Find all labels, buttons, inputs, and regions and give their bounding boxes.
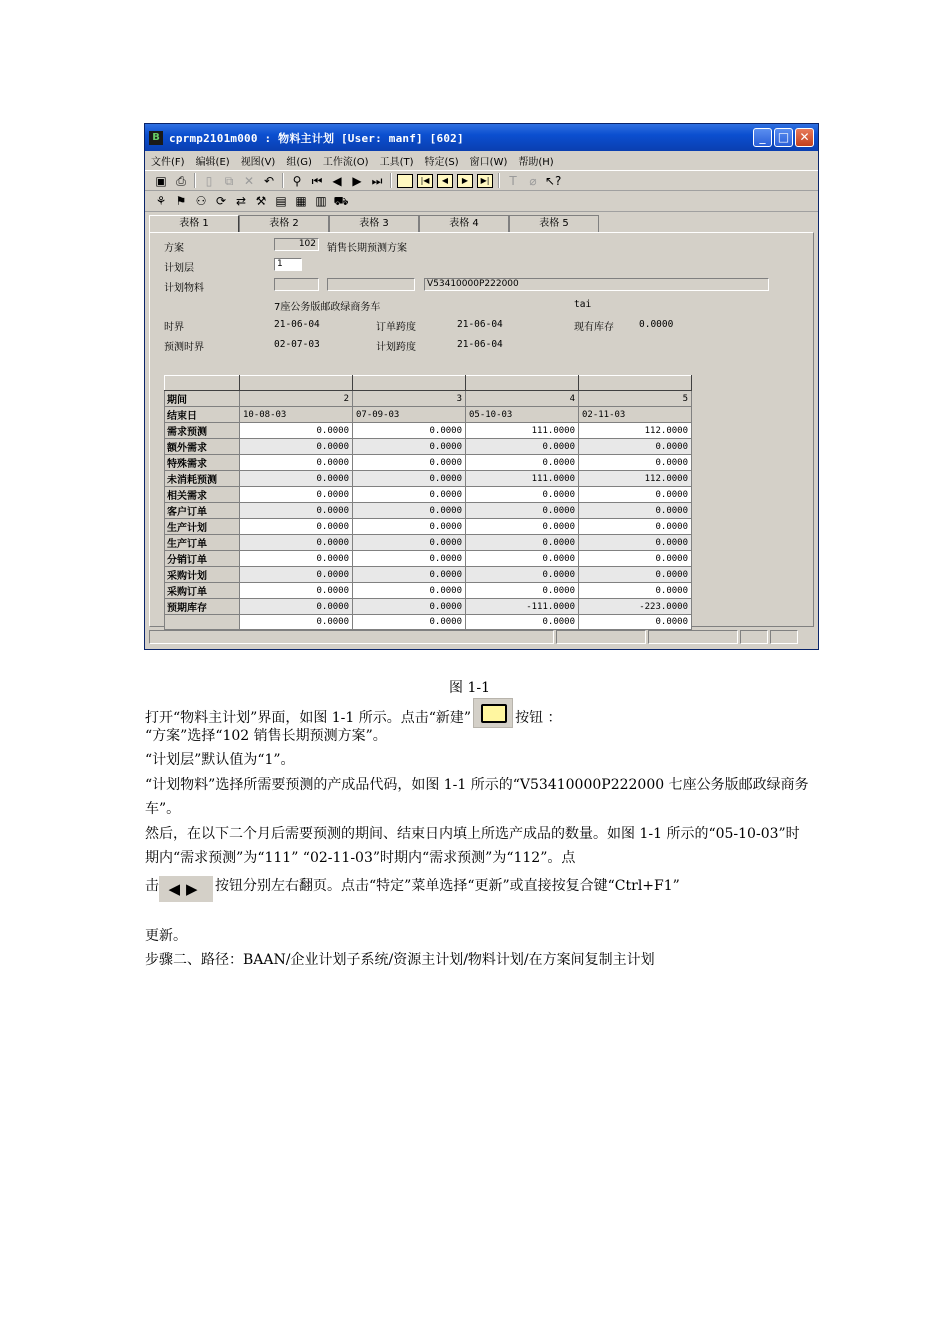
grid-value-cell[interactable]: 0.0000 [240,567,353,583]
grid-row-label: 相关需求 [165,487,240,503]
toolbar-separator [194,173,196,188]
grid-data-row [165,551,692,567]
grid-value-cell[interactable]: 0.0000 [579,487,692,503]
period-cell: 4 [466,391,579,407]
page-nav-arrows-icon: ◀▶ [159,876,213,902]
print-icon[interactable]: ⎙ [176,173,186,188]
calendar-icon[interactable]: ▦ [295,194,307,208]
undo-icon[interactable]: ↶ [263,173,275,188]
tree-icon[interactable]: ⚑ [175,194,187,208]
link-icon[interactable]: ⇄ [235,194,247,208]
grid-value-cell[interactable]: 111.0000 [466,423,579,439]
horizon-label: 时界 [164,322,184,333]
structure-icon[interactable]: ⚘ [155,194,167,208]
grid-column-header[interactable] [353,376,466,391]
grid-value-cell[interactable]: 0.0000 [466,615,579,630]
end-date-label: 结束日 [165,407,240,423]
grid-data-row [165,487,692,503]
grid-value-cell[interactable]: 0.0000 [353,423,466,439]
grid-data-row [165,567,692,583]
tab-strip [149,215,599,233]
plan-level-label: 计划层 [164,263,194,274]
next-record-icon[interactable]: ▶ [352,173,362,188]
grid-value-cell[interactable]: 0.0000 [353,487,466,503]
period-row [165,391,692,407]
grid-value-cell[interactable]: 0.0000 [353,599,466,615]
plan-item-label: 计划物料 [164,283,204,294]
status-bar [149,629,814,645]
refresh-icon[interactable]: ⟳ [215,194,227,208]
new-record-icon[interactable] [397,174,413,188]
grid-row-label: 需求预测 [165,423,240,439]
grid-value-cell[interactable]: 0.0000 [579,503,692,519]
new-doc-icon[interactable]: ▯ [205,173,213,188]
toolbar-separator [282,173,284,188]
grid-value-cell[interactable]: 0.0000 [240,535,353,551]
grid-row-label [165,615,240,630]
grid-value-cell[interactable]: 0.0000 [353,471,466,487]
grid-value-cell[interactable]: 0.0000 [353,615,466,630]
close-icon[interactable]: ✕ [795,128,814,147]
paragraph-3: “计划层”默认值为“1”。 [145,752,295,768]
plan-grid [164,375,692,630]
title-bar[interactable] [145,124,818,151]
grid-row-label: 生产计划 [165,519,240,535]
paragraph-6-text: 击 [145,878,159,894]
menu-bar [145,151,818,170]
plan-item-code-field[interactable]: V53410000P222000 [424,278,769,291]
paragraph-5: 然后，在以下二个月后需要预测的期间、结束日内填上所选产成品的数量。如图 1-1 所示的“05-10-03”时期内“需求预测”为“111” “02-11-03”时期内“需求预测”为“112”。点 [145,826,800,866]
grid-value-cell[interactable]: 0.0000 [579,455,692,471]
grid-value-cell[interactable]: 0.0000 [466,551,579,567]
grid-value-cell[interactable]: 0.0000 [579,615,692,630]
grid-value-cell[interactable]: 0.0000 [579,567,692,583]
last-record-icon[interactable]: ⏭ [371,173,383,188]
next-page-icon[interactable]: ▶ [457,174,473,188]
paragraph-6-tail: 按钮分别左右翻页。点击“特定”菜单选择“更新”或直接按复合键“Ctrl+F1” [215,878,680,894]
period-cell: 3 [353,391,466,407]
grid-value-cell[interactable]: 112.0000 [579,471,692,487]
plan-span-value: 21-06-04 [457,339,503,350]
status-cell [556,630,646,644]
grid-value-cell[interactable]: 0.0000 [579,551,692,567]
text-icon[interactable]: T [509,173,517,188]
grid-value-cell[interactable]: 0.0000 [240,615,353,630]
grid-value-cell[interactable]: 0.0000 [466,583,579,599]
grid-value-cell[interactable]: 0.0000 [240,439,353,455]
grid-row-label: 分销订单 [165,551,240,567]
grid-row-label: 特殊需求 [165,455,240,471]
status-cell [149,630,554,644]
status-cell [740,630,768,644]
grid-row-label: 客户订单 [165,503,240,519]
baan-logo-icon: B [149,131,163,145]
paragraph-6 [145,874,810,902]
grid-value-cell[interactable]: 0.0000 [240,423,353,439]
previous-page-icon[interactable]: ◀ [437,174,453,188]
previous-record-icon[interactable]: ◀ [332,173,342,188]
grid-value-cell[interactable]: 0.0000 [466,519,579,535]
menu-item[interactable]: 特定(S) [424,157,459,168]
grid-data-row [165,503,692,519]
status-cell [648,630,738,644]
grid-value-cell[interactable]: 0.0000 [466,567,579,583]
tab-form-1[interactable]: 表格 1 [149,215,239,233]
grid-value-cell[interactable]: 0.0000 [240,487,353,503]
paragraph-8: 步骤二、路径：BAAN/企业计划子系统/资源主计划/物料计划/在方案间复制主计划 [145,952,655,968]
menu-item[interactable]: 工作流(O) [322,157,369,168]
grid-value-cell[interactable]: 0.0000 [240,471,353,487]
monitor-icon[interactable]: ▤ [275,194,287,208]
grid-value-cell[interactable]: 0.0000 [353,503,466,519]
delete-icon[interactable]: ✕ [243,173,255,188]
grid-data-row [165,599,692,615]
cart-icon[interactable]: ⛟ [333,194,349,208]
scheme-field[interactable]: 102 [274,238,319,251]
grid-value-cell[interactable]: 0.0000 [240,583,353,599]
grid-corner [165,376,240,391]
paragraph-4: “计划物料”选择所需要预测的产成品代码，如图 1-1 所示的“V53410000P222000 七座公务版邮政绿商务车”。 [145,777,809,817]
scheme-label: 方案 [164,243,184,254]
grid-data-row [165,455,692,471]
plan-item-project-field[interactable] [274,278,319,291]
grid-data-row [165,535,692,551]
plan-level-field[interactable]: 1 [274,258,302,271]
grid-value-cell[interactable]: 0.0000 [466,535,579,551]
grid-value-cell[interactable]: 0.0000 [353,551,466,567]
chart-icon[interactable]: ▥ [315,194,327,208]
grid-data-row [165,471,692,487]
scheme-description: 销售长期预测方案 [327,243,407,254]
last-page-icon[interactable]: ▶| [477,174,493,188]
figure-caption: 图 1-1 [449,680,490,696]
grid-value-cell[interactable]: 0.0000 [240,519,353,535]
grid-value-cell[interactable]: 0.0000 [240,551,353,567]
grid-value-cell[interactable]: 0.0000 [466,487,579,503]
grid-value-cell[interactable]: -223.0000 [579,599,692,615]
paragraph-1-text: 打开“物料主计划”界面，如图 1-1 所示。点击“新建” [145,710,472,726]
order-span-value: 21-06-04 [457,319,503,330]
grid-row-label: 生产订单 [165,535,240,551]
forecast-horizon-label: 预测时界 [164,342,204,353]
menu-item[interactable]: 文件(F) [151,157,185,168]
paragraph-7: 更新。 [145,928,187,944]
item-description: 7座公务版邮政绿商务车 [274,302,381,313]
grid-value-cell[interactable]: 111.0000 [466,471,579,487]
end-date-cell: 10-08-03 [240,407,353,423]
tools-icon[interactable]: ⚒ [255,194,267,208]
minimize-icon[interactable]: _ [753,128,772,147]
save-icon[interactable]: ▣ [155,173,167,188]
menu-item[interactable]: 工具(T) [379,157,414,168]
on-hand-stock-label: 现有库存 [574,322,614,333]
attachment-icon[interactable]: ⌀ [529,173,537,188]
grid-value-cell[interactable]: 0.0000 [240,455,353,471]
grid-value-cell[interactable]: 0.0000 [579,519,692,535]
grid-data-row [165,519,692,535]
grid-data-row [165,423,692,439]
toolbar-2 [145,191,818,212]
grid-column-header[interactable] [466,376,579,391]
grid-value-cell[interactable]: 0.0000 [353,455,466,471]
period-label: 期间 [165,391,240,407]
maximize-icon[interactable]: □ [774,128,793,147]
grid-value-cell[interactable]: 0.0000 [353,567,466,583]
grid-value-cell[interactable]: 0.0000 [353,583,466,599]
tab-form-4[interactable]: 表格 4 [419,215,509,232]
end-date-cell: 05-10-03 [466,407,579,423]
menu-item[interactable]: 组(G) [286,157,312,168]
grid-value-cell[interactable]: 0.0000 [466,439,579,455]
grid-header-row [165,376,692,391]
grid-value-cell[interactable]: 0.0000 [240,503,353,519]
paragraph-1-tail: 按钮 ： [515,710,562,726]
grid-value-cell[interactable]: -111.0000 [466,599,579,615]
end-date-cell: 02-11-03 [579,407,692,423]
menu-item[interactable]: 编辑(E) [195,157,230,168]
grid-value-cell[interactable]: 0.0000 [353,535,466,551]
toolbar-separator [498,173,500,188]
grid-row-label: 采购订单 [165,583,240,599]
grid-value-cell[interactable]: 0.0000 [353,519,466,535]
grid-value-cell[interactable]: 0.0000 [579,439,692,455]
menu-item[interactable]: 帮助(H) [518,157,554,168]
plan-span-label: 计划跨度 [376,342,416,353]
tab-form-2[interactable]: 表格 2 [239,215,329,232]
tab-form-3[interactable]: 表格 3 [329,215,419,232]
order-span-label: 订单跨度 [376,322,416,333]
grid-row-label: 预期库存 [165,599,240,615]
grid-value-cell[interactable]: 112.0000 [579,423,692,439]
help-pointer-icon[interactable]: ↖? [545,173,562,188]
grid-value-cell[interactable]: 0.0000 [579,583,692,599]
status-cell [770,630,798,644]
window-title: cprmp2101m000 : 物料主计划 [User: manf] [602] [169,131,464,145]
grid-row-label: 未消耗预测 [165,471,240,487]
grid-value-cell[interactable]: 0.0000 [579,535,692,551]
end-date-cell: 07-09-03 [353,407,466,423]
on-hand-stock-value: 0.0000 [639,319,674,330]
menu-item[interactable]: 视图(V) [240,157,276,168]
first-page-icon[interactable]: |◀ [417,174,433,188]
grid-column-header[interactable] [240,376,353,391]
end-date-row [165,407,692,423]
forecast-horizon-value: 02-07-03 [274,339,320,350]
toolbar-1 [145,170,818,191]
grid-data-row [165,583,692,599]
paragraph-2: “方案”选择“102 销售长期预测方案”。 [145,728,387,744]
grid-data-row [165,439,692,455]
first-record-icon[interactable]: ⏮ [311,173,323,188]
grid-value-cell[interactable]: 0.0000 [466,503,579,519]
menu-item[interactable]: 窗口(W) [469,157,508,168]
tab-form-5[interactable]: 表格 5 [509,215,599,232]
period-cell: 5 [579,391,692,407]
copy-icon[interactable]: ⧉ [224,173,234,188]
toolbar-separator [390,173,392,188]
unit-label: tai [574,299,592,310]
grid-row-label: 采购计划 [165,567,240,583]
grid-column-header[interactable] [579,376,692,391]
grid-row-label: 额外需求 [165,439,240,455]
period-cell: 2 [240,391,353,407]
plan-item-segment-field[interactable] [327,278,415,291]
grid-value-cell[interactable]: 0.0000 [240,599,353,615]
find-icon[interactable]: ⚲ [292,173,302,188]
horizon-value: 21-06-04 [274,319,320,330]
network-icon[interactable]: ⚇ [195,194,207,208]
grid-value-cell[interactable]: 0.0000 [466,455,579,471]
grid-value-cell[interactable]: 0.0000 [353,439,466,455]
grid-data-row [165,615,692,630]
